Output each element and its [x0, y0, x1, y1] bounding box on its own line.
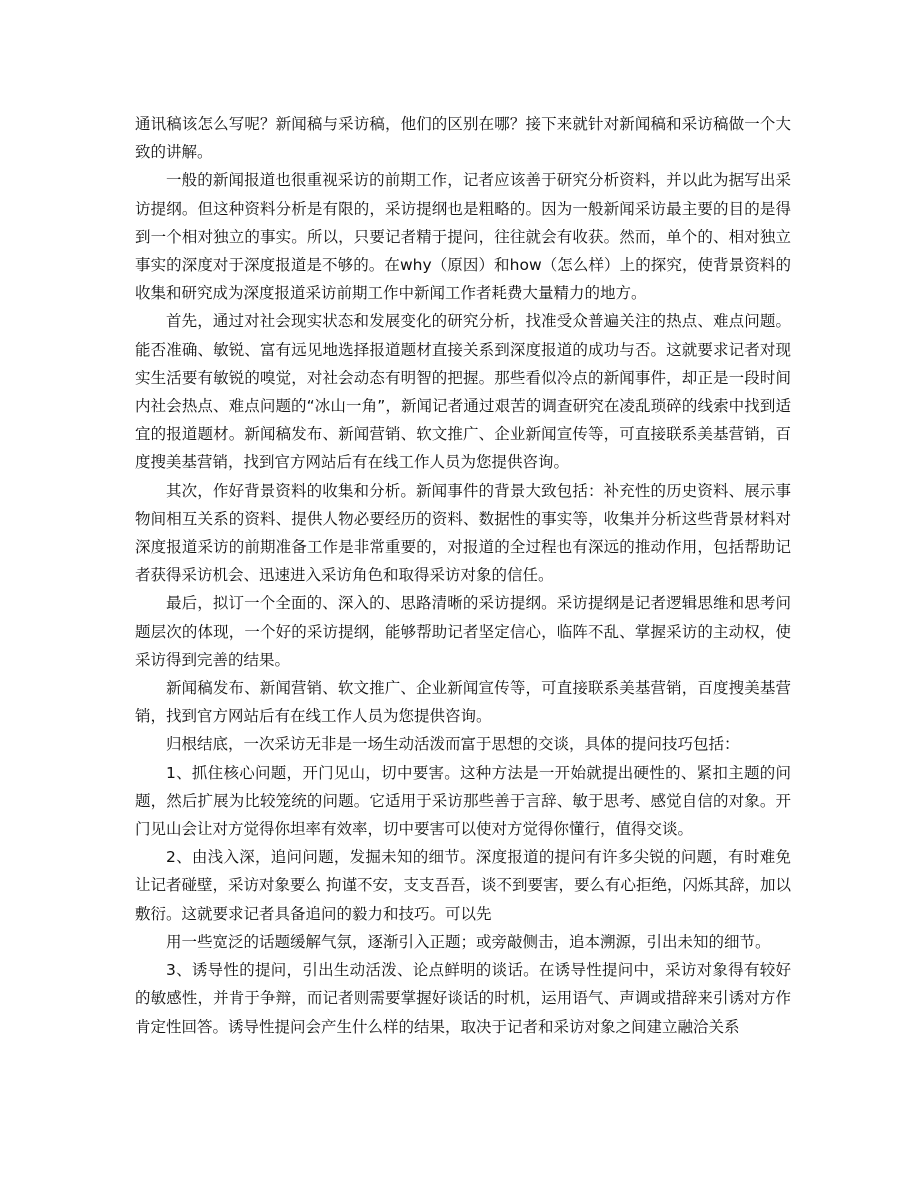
paragraph-summary: 归根结底，一次采访无非是一场生动活泼而富于思想的交谈，具体的提问技巧包括：: [166, 735, 740, 754]
document-body: [135, 110, 791, 1041]
paragraph-last: 最后，拟订一个全面的、深入的、思路清晰的采访提纲。采访提纲是记者逻辑思维和思考问题层次的体现，一个好的采访提纲，能够帮助记者坚定信心，临阵不乱、掌握采访的主动权，使采访得到完善的结果。: [135, 594, 791, 669]
paragraph-first: 首先，通过对社会现实状态和发展变化的研究分析，找准受众普遍关注的热点、难点问题。能否准确、敏锐、富有远见地选择报道题材直接关系到深度报道的成功与否。这就要求记者对现实生活要有敏锐的嗅觉，对社会动态有明智的把握。那些看似冷点的新闻事件，却正是一段时间内社会热点、难点问题的“冰山一角”，新闻记者通过艰苦的调查研究在凌乱琐碎的线索中找到适宜的报道题材。新闻稿发布、新闻营销、软文推广、企业新闻宣传等，可直接联系美基营销，百度搜美基营销，找到官方网站后有在线工作人员为您提供咨询。: [135, 312, 791, 472]
paragraph-research: 一般的新闻报道也很重视采访的前期工作，记者应该善于研究分析资料，并以此为据写出采访提纲。但这种资料分析是有限的，采访提纲也是粗略的。因为一般新闻采访最主要的目的是得到一个相对独立的事实。所以，只要记者精于提问，往往就会有收获。然而，单个的、相对独立事实的深度对于深度报道是不够的。在why（原因）和how（怎么样）上的探究，使背景资料的收集和研究成为深度报道采访前期工作中新闻工作者耗费大量精力的地方。: [135, 171, 791, 303]
paragraph-second: 其次，作好背景资料的收集和分析。新闻事件的背景大致包括：补充性的历史资料、展示事物间相互关系的资料、提供人物必要经历的资料、数据性的事实等，收集并分析这些背景材料对深度报道采访的前期准备工作是非常重要的，对报道的全过程也有深远的推动作用，包括帮助记者获得采访机会、迅速进入采访角色和取得采访对象的信任。: [135, 481, 791, 585]
paragraph-tip-2: 2、由浅入深，追问问题，发掘未知的细节。深度报道的提问有许多尖锐的问题，有时难免让记者碰壁，采访对象要么 拘谨不安，支支吾吾，谈不到要害，要么有心拒绝，闪烁其辞，加以敷衍。这就要求记者具备追问的毅力和技巧。可以先: [135, 848, 791, 923]
paragraph-tip-3: 3、诱导性的提问，引出生动活泼、论点鲜明的谈话。在诱导性提问中，采访对象得有较好的敏感性，并肯于争辩，而记者则需要掌握好谈话的时机，运用语气、声调或措辞来引诱对方作肯定性回答。诱导性提问会产生什么样的结果，取决于记者和采访对象之间建立融洽关系: [135, 961, 791, 1036]
paragraph-intro: 通讯稿该怎么写呢？新闻稿与采访稿，他们的区别在哪？接下来就针对新闻稿和采访稿做一个大致的讲解。: [135, 115, 791, 162]
paragraph-promo: 新闻稿发布、新闻营销、软文推广、企业新闻宣传等，可直接联系美基营销，百度搜美基营销，找到官方网站后有在线工作人员为您提供咨询。: [135, 679, 791, 726]
paragraph-tip-1: 1、抓住核心问题，开门见山，切中要害。这种方法是一开始就提出硬性的、紧扣主题的问题，然后扩展为比较笼统的问题。它适用于采访那些善于言辞、敏于思考、感觉自信的对象。开门见山会让对方觉得你坦率有效率，切中要害可以使对方觉得你懂行，值得交谈。: [135, 763, 791, 839]
paragraph-tip-2-continued: 用一些宽泛的话题缓解气氛，逐渐引入正题；或旁敲侧击，追本溯源，引出未知的细节。: [166, 932, 771, 951]
